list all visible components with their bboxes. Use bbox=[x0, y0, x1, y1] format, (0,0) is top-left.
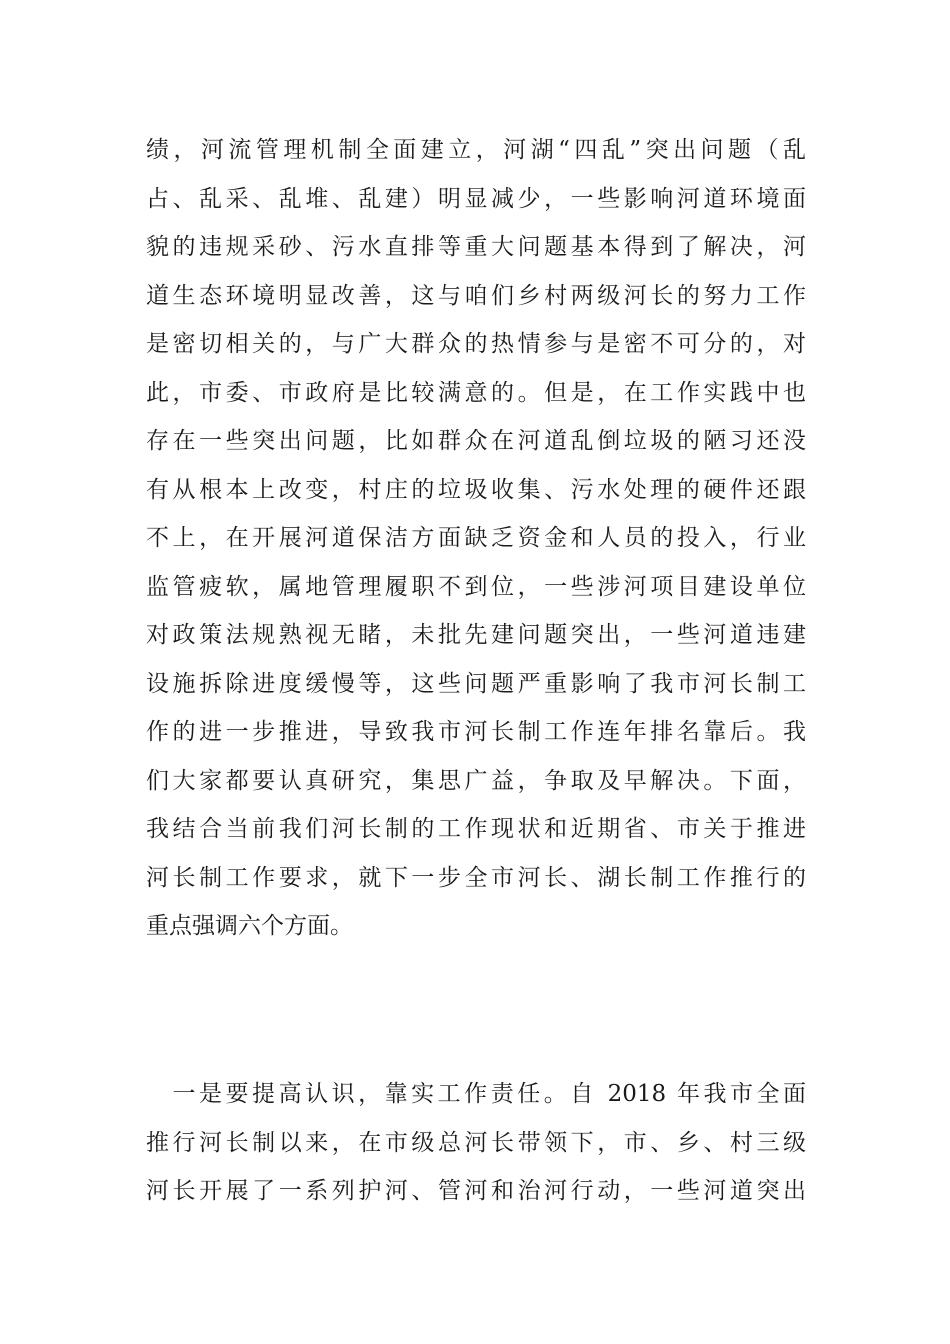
text-line: 占、乱采、乱堆、乱建）明显减少，一些影响河道环境面 bbox=[146, 185, 806, 212]
text-line: 推行河长制以来，在市级总河长带领下，市、乡、村三级 bbox=[146, 1129, 806, 1156]
text-line: 监管疲软，属地管理履职不到位，一些涉河项目建设单位 bbox=[146, 573, 806, 600]
text-line: 绩，河流管理机制全面建立，河湖“四乱”突出问题（乱 bbox=[146, 137, 806, 163]
paragraph-1 bbox=[146, 126, 806, 951]
text-line: 们大家都要认真研究，集思广益，争取及早解决。下面， bbox=[146, 767, 806, 794]
text-line: 重点强调六个方面。 bbox=[146, 913, 353, 939]
paragraph-2 bbox=[146, 1070, 806, 1216]
text-line: 是密切相关的，与广大群众的热情参与是密不可分的，对 bbox=[146, 331, 806, 357]
text-line: 河长制工作要求，就下一步全市河长、湖长制工作推行的 bbox=[146, 864, 806, 891]
text-line: 作的进一步推进，导致我市河长制工作连年排名靠后。我 bbox=[146, 719, 806, 745]
text-line: 我结合当前我们河长制的工作现状和近期省、市关于推进 bbox=[146, 816, 806, 842]
text-line: 貌的违规采砂、污水直排等重大问题基本得到了解决，河 bbox=[146, 234, 806, 260]
text-line: 一是要提高认识，靠实工作责任。自 2018 年我市全面 bbox=[146, 1081, 806, 1107]
text-line: 此，市委、市政府是比较满意的。但是，在工作实践中也 bbox=[146, 379, 806, 406]
text-line: 河长开展了一系列护河、管河和治河行动，一些河道突出 bbox=[146, 1178, 806, 1204]
text-line: 不上，在开展河道保洁方面缺乏资金和人员的投入，行业 bbox=[146, 525, 806, 551]
text-line: 存在一些突出问题，比如群众在河道乱倒垃圾的陋习还没 bbox=[146, 428, 806, 454]
text-line: 有从根本上改变，村庄的垃圾收集、污水处理的硬件还跟 bbox=[146, 476, 806, 503]
text-line: 道生态环境明显改善，这与咱们乡村两级河长的努力工作 bbox=[146, 282, 806, 309]
text-line: 设施拆除进度缓慢等，这些问题严重影响了我市河长制工 bbox=[146, 670, 806, 697]
text-line: 对政策法规熟视无睹，未批先建问题突出，一些河道违建 bbox=[146, 622, 806, 648]
